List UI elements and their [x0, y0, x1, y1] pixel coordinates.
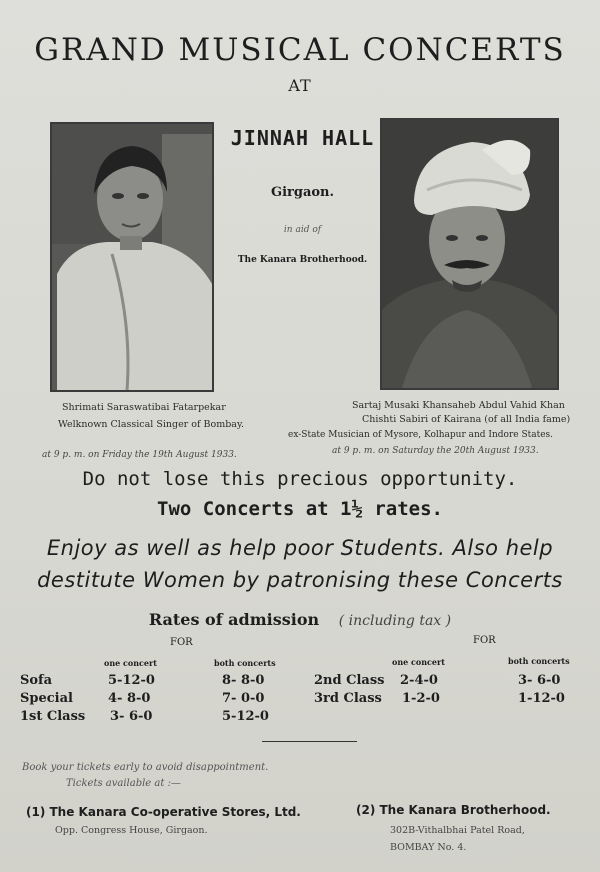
right-artist-photo [380, 118, 559, 390]
appeal-line-1: Do not lose this precious opportunity. [82, 468, 518, 490]
rate-row-first-one: 3- 6-0 [110, 709, 153, 724]
rate-row-third-one: 1-2-0 [402, 691, 440, 706]
poster-title: GRAND MUSICAL CONCERTS [34, 32, 566, 68]
booking-note: Book your tickets early to avoid disappointment. [22, 762, 269, 773]
left-artist-title: Welknown Classical Singer of Bombay. [58, 419, 245, 430]
appeal-line-4: destitute Women by patronising these Concerts [37, 568, 563, 592]
appeal-line-3: Enjoy as well as help poor Students. Also help [46, 536, 554, 560]
portrait-woman-image [52, 124, 212, 390]
for-label-left: FOR [170, 637, 193, 648]
for-label-right: FOR [473, 635, 496, 646]
tickets-available-note: Tickets available at :— [66, 778, 181, 789]
rates-heading-text: Rates of admission [148, 610, 320, 629]
rates-including-tax: ( including tax ) [338, 613, 452, 629]
left-artist-name: Shrimati Saraswatibai Fatarpekar [62, 402, 226, 413]
rate-row-second-one: 2-4-0 [400, 673, 438, 688]
store-2-address-line2: BOMBAY No. 4. [390, 842, 467, 853]
rate-row-third-both: 1-12-0 [518, 691, 565, 706]
venue-place: Girgaon. [270, 185, 335, 200]
rate-row-special-class: Special [20, 691, 73, 706]
both-concerts-header-left: both concerts [214, 658, 276, 668]
rate-row-sofa-class: Sofa [20, 673, 53, 688]
store-2-name: (2) The Kanara Brotherhood. [356, 803, 551, 817]
both-concerts-header-right: both concerts [508, 656, 570, 666]
right-artist-line2: Chishti Sabiri of Kairana (of all India fame) [362, 414, 571, 425]
left-artist-photo [50, 122, 214, 392]
left-artist-time: at 9 p. m. on Friday the 19th August 1933. [42, 450, 237, 460]
rate-row-sofa-both: 8- 8-0 [222, 673, 265, 688]
portrait-man-image [382, 120, 557, 388]
rate-row-first-both: 5-12-0 [222, 709, 269, 724]
in-aid-of-label: in aid of [283, 225, 322, 235]
rate-row-first-class: 1st Class [20, 709, 86, 724]
right-artist-time: at 9 p. m. on Saturday the 20th August 1933. [332, 446, 539, 456]
appeal-line-2: Two Concerts at 1½ rates. [157, 498, 443, 520]
rate-row-third-class: 3rd Class [314, 691, 382, 706]
rate-row-special-both: 7- 0-0 [222, 691, 265, 706]
organiser-name: The Kanara Brotherhood. [237, 255, 368, 265]
rate-row-sofa-one: 5-12-0 [108, 673, 155, 688]
store-2-address-line1: 302B-Vithalbhai Patel Road, [390, 825, 525, 836]
store-1-address: Opp. Congress House, Girgaon. [55, 825, 208, 836]
rates-heading [0, 610, 600, 629]
one-concert-header-left: one concert [104, 658, 157, 668]
rate-row-second-both: 3- 6-0 [518, 673, 561, 688]
at-label: AT [288, 76, 312, 95]
store-1-name: (1) The Kanara Co-operative Stores, Ltd. [26, 805, 301, 819]
rate-row-special-one: 4- 8-0 [108, 691, 151, 706]
right-artist-name: Sartaj Musaki Khansaheb Abdul Vahid Khan [352, 400, 565, 411]
one-concert-header-right: one concert [392, 657, 445, 667]
section-divider [262, 741, 357, 742]
venue-name: JINNAH HALL [230, 126, 375, 150]
right-artist-line3: ex-State Musician of Mysore, Kolhapur and Indore States. [288, 430, 554, 440]
rate-row-second-class: 2nd Class [314, 673, 385, 688]
